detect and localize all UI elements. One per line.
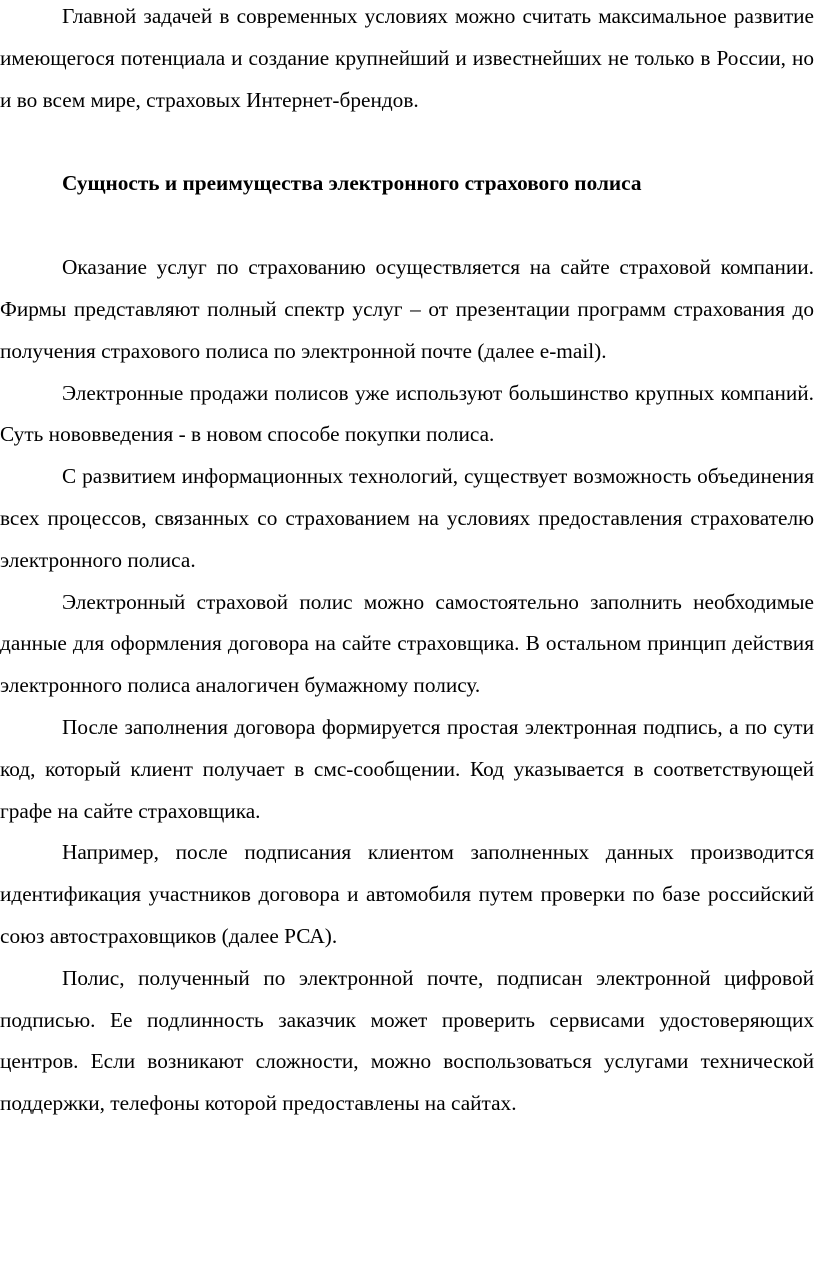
paragraph-6: Например, после подписания клиентом заполненных данных производится идентификация участников договора и автомобиля путем проверки по базе российский союз автостраховщиков (далее РСА). <box>0 840 814 948</box>
paragraph-5: После заполнения договора формируется простая электронная подпись, а по сути код, который клиент получает в смс-сообщении. Код указывается в соответствующей графе на сайте страховщика. <box>0 714 814 823</box>
paragraph-7: Полис, полученный по электронной почте, подписан электронной цифровой подписью. Ее подлинность заказчик может проверить сервисами удостоверяющих центров. Если возникают сложности, можно воспользоваться услугами технической поддержки, телефоны которой предоставлены на сайтах. <box>0 965 814 1116</box>
section-heading: Сущность и преимущества электронного страхового полиса <box>62 171 642 196</box>
paragraph-2: Электронные продажи полисов уже используют большинство крупных компаний. Суть нововведения - в новом способе покупки полиса. <box>0 380 814 447</box>
paragraph-1: Оказание услуг по страхованию осуществляется на сайте страховой компании. Фирмы представляют полный спектр услуг – от презентации программ страхования до получения страхового полиса по электронной почте (далее e-mail). <box>0 255 814 363</box>
intro-paragraph: Главной задачей в современных условиях можно считать максимальное развитие имеющегося потенциала и создание крупнейший и известнейших не только в России, но и во всем мире, страховых Интернет-брендов. <box>0 4 814 112</box>
paragraph-3: С развитием информационных технологий, существует возможность объединения всех процессов, связанных со страхованием на условиях предоставления страхователю электронного полиса. <box>0 464 814 572</box>
paragraph-4: Электронный страховой полис можно самостоятельно заполнить необходимые данные для оформления договора на сайте страховщика. В остальном принцип действия электронного полиса аналогичен бумажному полису. <box>0 589 814 698</box>
